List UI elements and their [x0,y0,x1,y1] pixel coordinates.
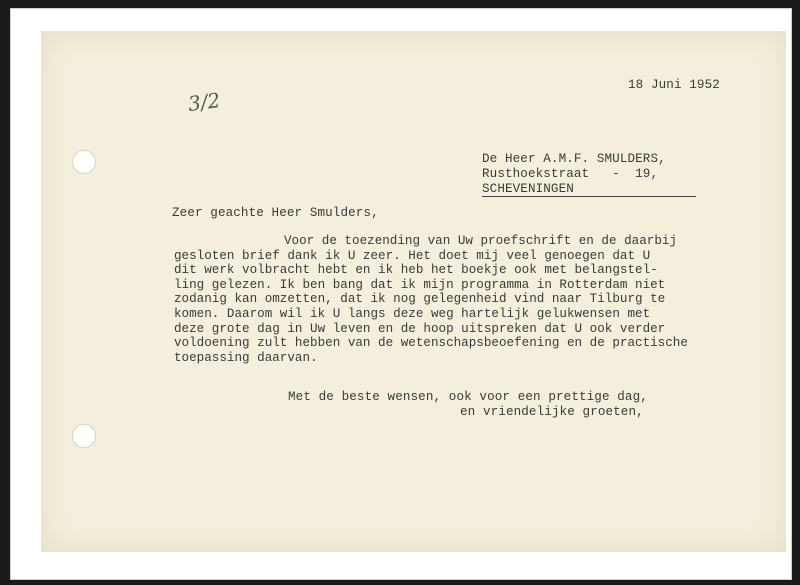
letter-body [174,234,774,365]
body-line: Voor de toezending van Uw proefschrift en de daarbij [284,234,677,248]
punch-hole-top [72,150,96,174]
body-line: gesloten brief dank ik U zeer. Het doet mij veel genoegen dat U [174,248,651,263]
letter-date: 18 Juni 1952 [628,78,720,92]
body-line: voldoening zult hebben van de wetenschapsbeoefening en de practische [174,336,688,351]
closing-line-1: Met de beste wensen, ook voor een prettige dag, [288,390,648,404]
closing-line-2: en vriendelijke groeten, [460,405,644,419]
punch-hole-bottom [72,424,96,448]
body-line: dit werk volbracht hebt en ik heb het boekje ook met belangstel- [174,263,658,278]
addressee-name: De Heer A.M.F. SMULDERS, [482,152,666,166]
body-line: komen. Daarom wil ik U langs deze weg hartelijk gelukwensen met [174,306,651,321]
body-line: toepassing daarvan. [174,350,318,365]
body-line: deze grote dag in Uw leven en de hoop uitspreken dat U ook verder [174,321,666,336]
addressee-street: Rusthoekstraat - 19, [482,167,659,181]
salutation: Zeer geachte Heer Smulders, [172,206,379,220]
handwritten-note: 3/2 [186,87,222,117]
body-line: zodanig kan omzetten, dat ik nog gelegenheid vind naar Tilburg te [174,292,666,307]
addressee-underline [482,196,696,197]
addressee-city: SCHEVENINGEN [482,182,574,196]
body-line: ling gelezen. Ik ben bang dat ik mijn programma in Rotterdam niet [174,277,666,292]
